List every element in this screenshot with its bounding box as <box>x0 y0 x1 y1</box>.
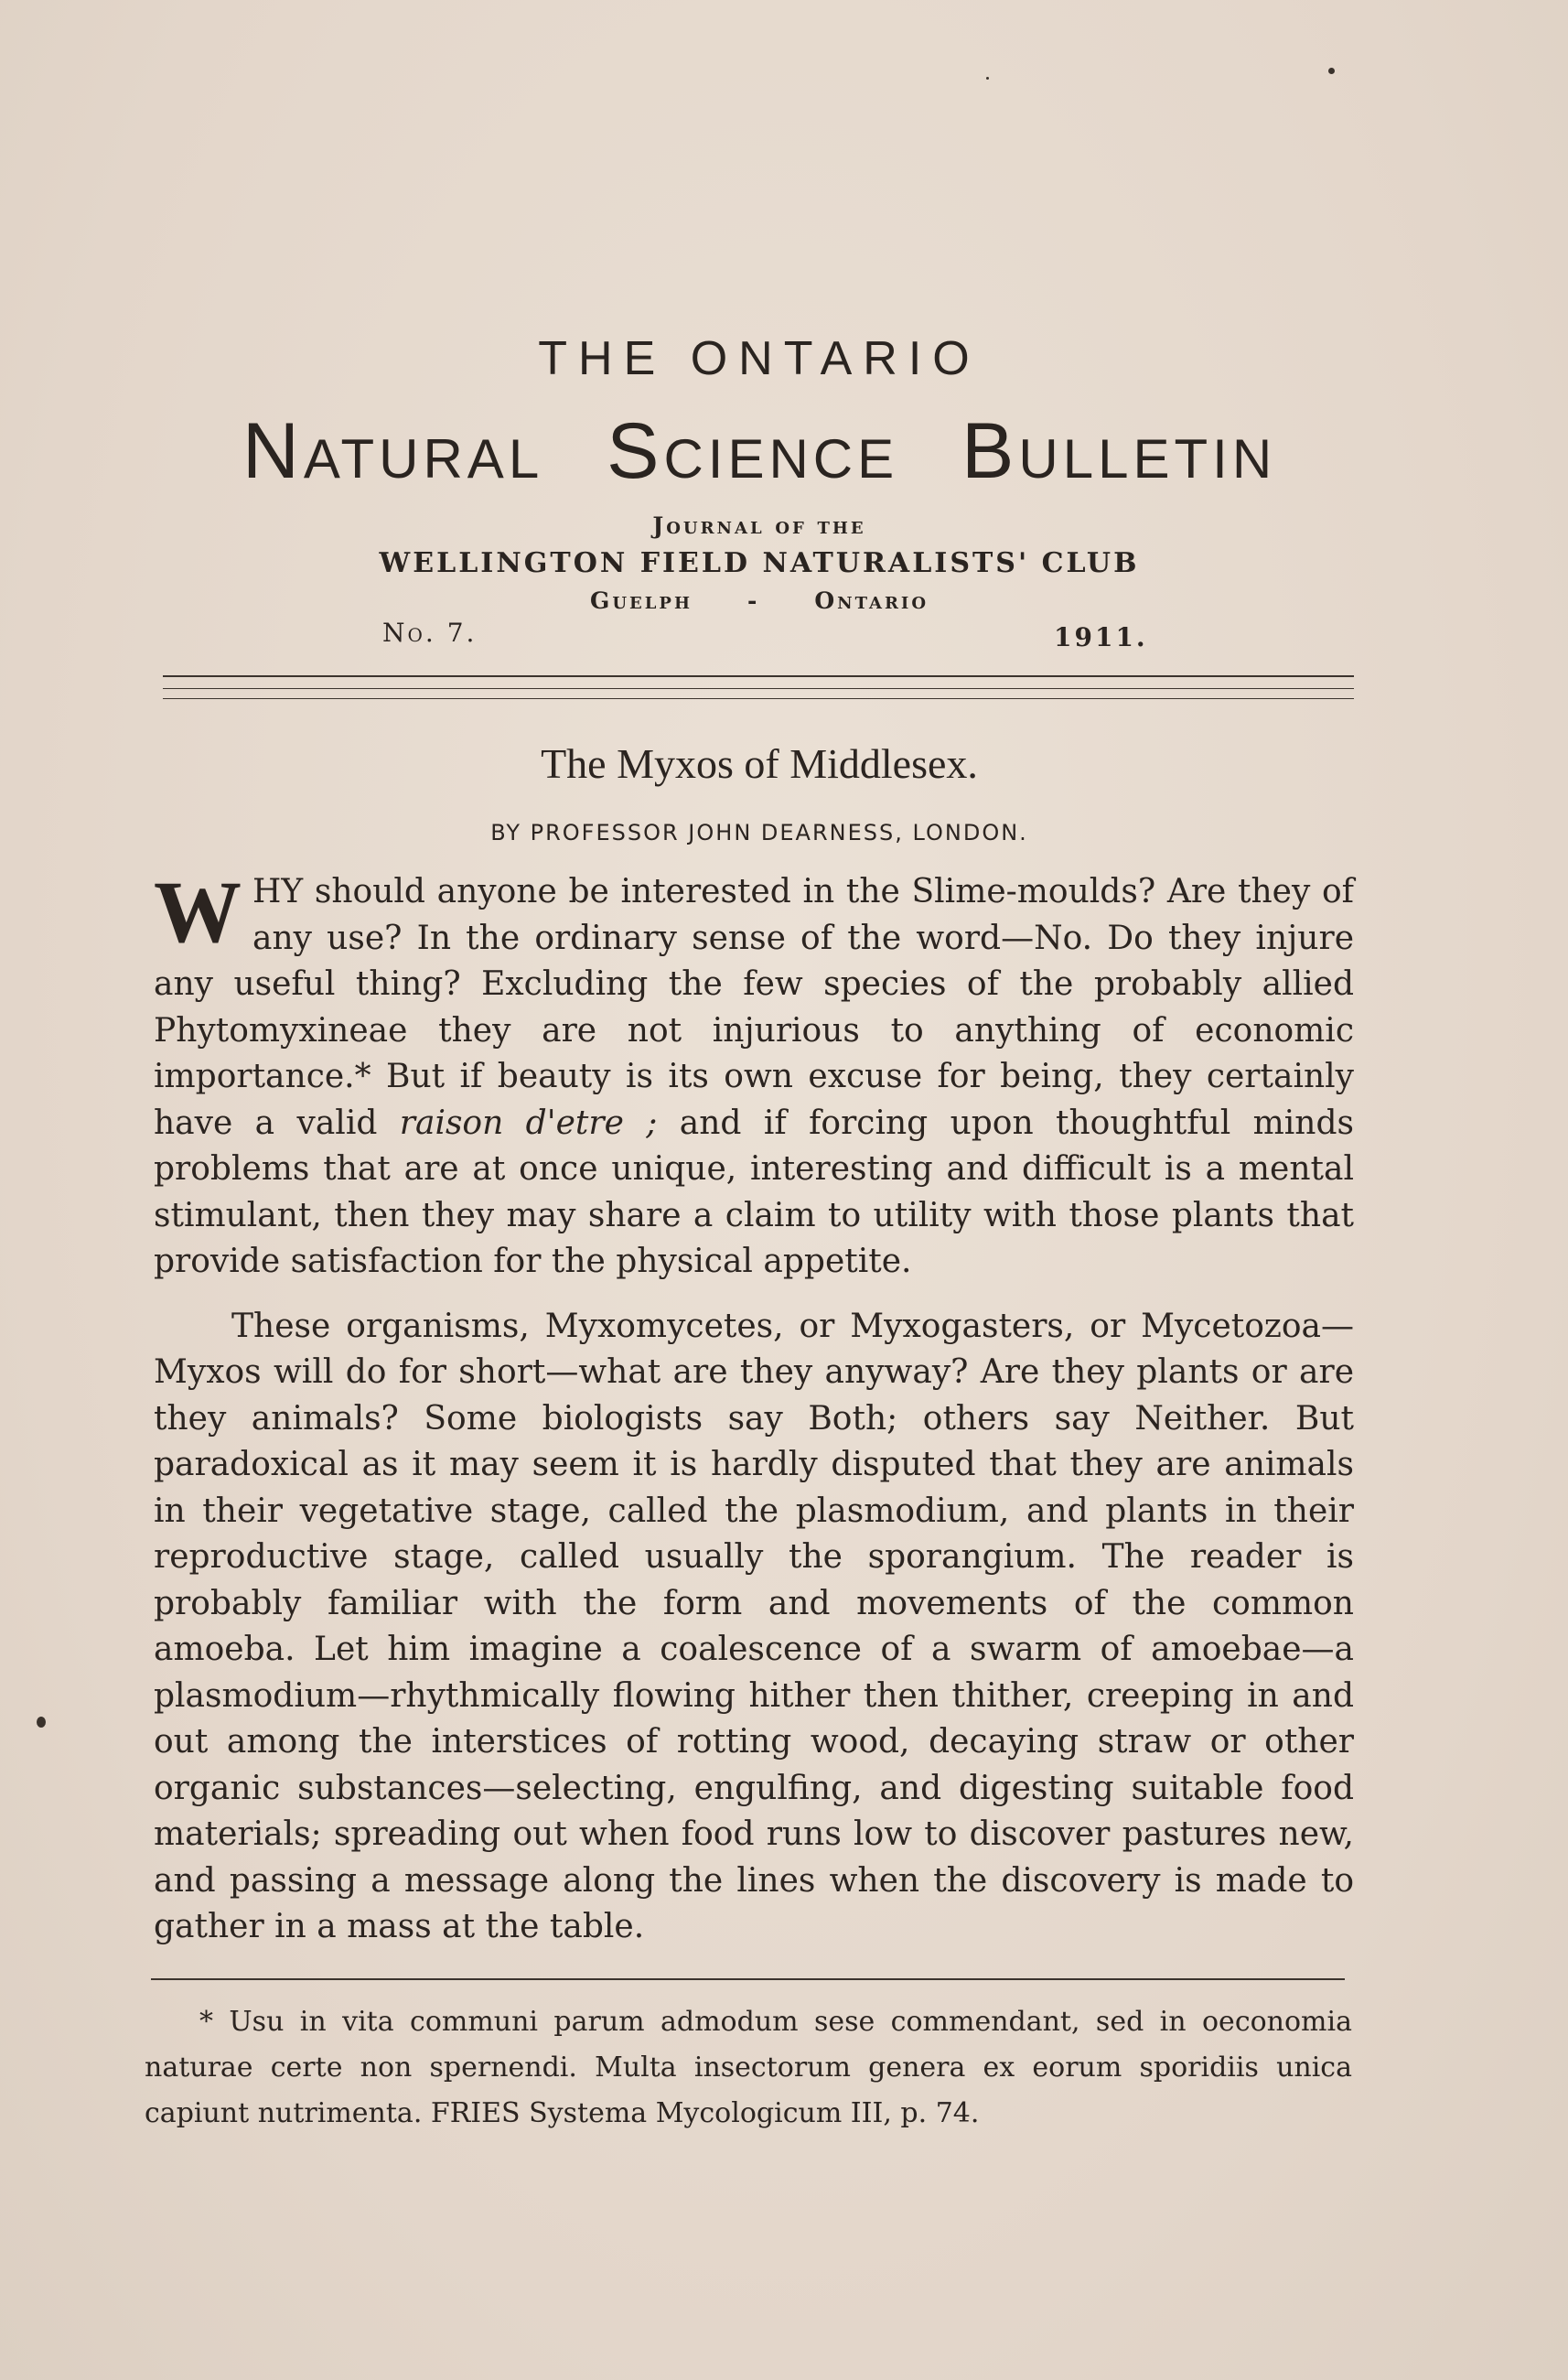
issue-number: No. 7. <box>382 618 478 648</box>
footnote-rule <box>151 1978 1345 1980</box>
footnote <box>145 1999 1352 2137</box>
article-byline: BY PROFESSOR JOHN DEARNESS, LONDON. <box>490 820 1028 845</box>
paragraph-2: These organisms, Myxomycetes, or Myxogasters, or Mycetozoa—Myxos will do for short—what are they anyway? Are they plants or are they animals? Some biologists say Both; others say Neither. But paradoxical as it may seem it is hardly disputed that they are animals in their vegetative stage, called the plasmodium, and plants in their reproductive stage, called usually the sporangium. The reader is probably familiar with the form and movements of the common amoeba. Let him imagine a coalescence of a swarm of amoebae—a plasmodium—rhythmically flowing hither then thither, creeping in and out among the interstices of rotting wood, decaying straw or other organic substances—selecting, engulfing, and digesting suitable food materials; spreading out when food runs low to discover pastures new, and passing a message along the lines when the discovery is made to gather in a mass at the table. <box>154 1307 1354 1945</box>
journal-line: Journal of the <box>652 512 866 539</box>
header-rule-middle <box>163 688 1354 689</box>
footnote-text: * Usu in vita communi parum admodum sese commendant, sed in oeconomia naturae certe non spernendi. Multa insectorum genera ex eorum sporidiis unica capiunt nutrimenta. FRIES Systema Mycologicum III, p. 74. <box>145 2006 1352 2129</box>
article-body <box>154 863 1354 1951</box>
paragraph-1 <box>154 863 1354 1286</box>
header-rule-top <box>163 675 1354 677</box>
drop-cap: W <box>154 863 242 961</box>
place-line <box>0 587 1519 614</box>
city: Guelph <box>589 587 693 614</box>
paper-speck <box>1328 68 1335 74</box>
province: Ontario <box>814 587 929 614</box>
paper-speck <box>986 77 989 80</box>
paragraph-lead: HY <box>252 873 304 910</box>
club-line: WELLINGTON FIELD NATURALISTS' CLUB <box>379 547 1140 579</box>
paragraph-1-italic: raison d'etre ; <box>399 1104 658 1142</box>
issue-year: 1911. <box>1054 622 1148 652</box>
header-rule-bottom <box>163 698 1354 699</box>
paragraph-1-text-a: should anyone be interested in the Slime-moulds? Are they of any use? In the ordinary sense of the word—No. Do they injure any useful thing? Excluding the few species of the probably allied Phytomyxineae they are not injurious to anything of economic importance.* But if beauty is its own excuse for being, they certainly have a valid <box>154 873 1354 1142</box>
article-title: The Myxos of Middlesex. <box>541 740 978 787</box>
masthead-title: Natural Science Bulletin <box>242 407 1277 495</box>
place-separator: - <box>746 587 760 614</box>
paragraph-1-text-b: and if forcing upon thoughtful minds problems that are at once unique, interesting and difficult is a mental stimulant, then they may share a claim to utility with those plants that provide satisfaction for the physical appetite. <box>154 1104 1354 1280</box>
paper-speck <box>37 1717 46 1728</box>
masthead-line1: THE ONTARIO <box>538 332 981 385</box>
